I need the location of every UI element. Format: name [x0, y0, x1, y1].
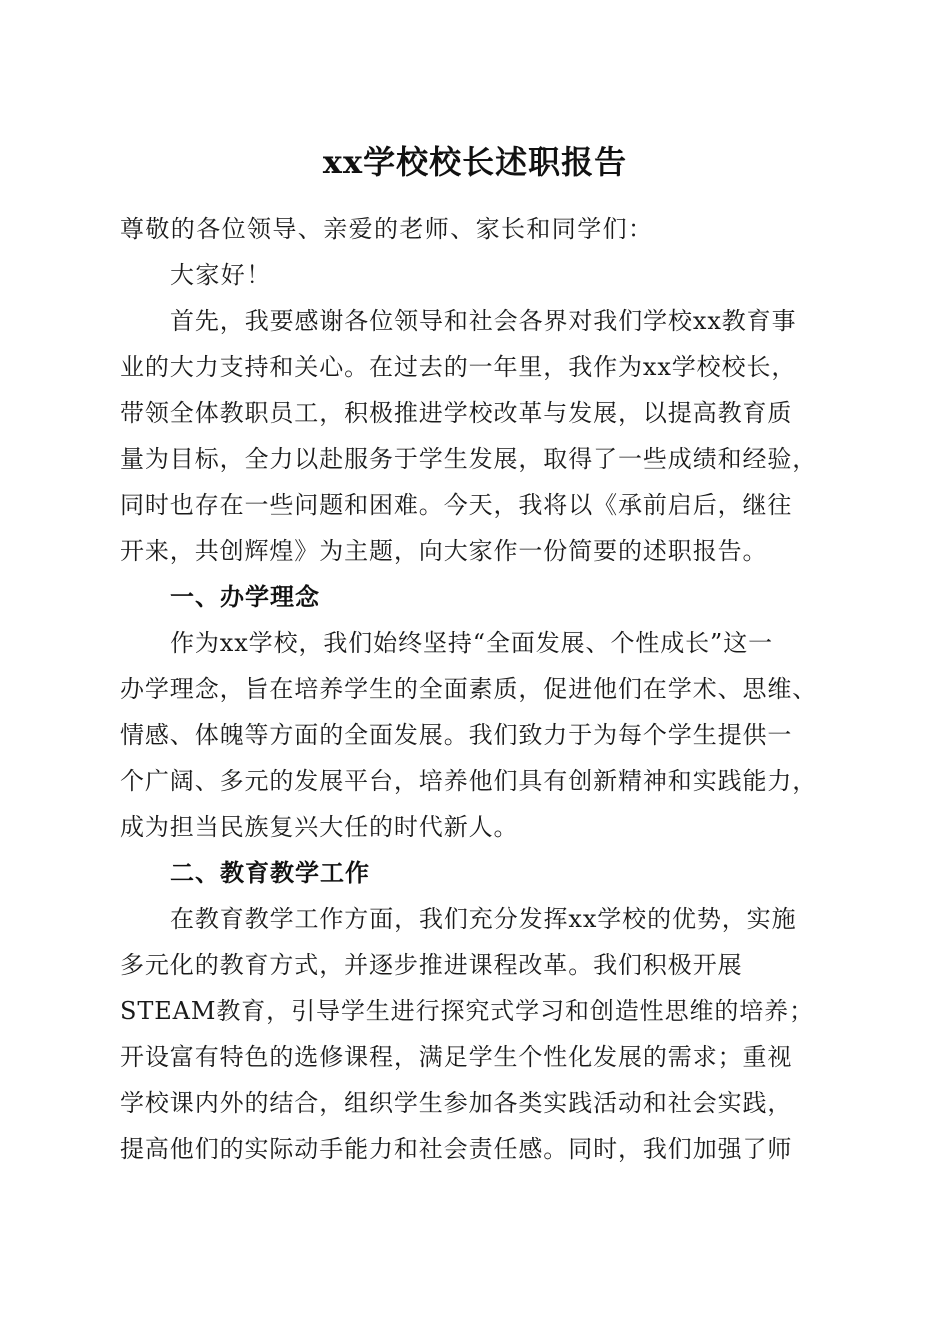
section-heading: 一、办学理念 — [170, 583, 320, 611]
paragraph-line: 带领全体教职员工，积极推进学校改革与发展，以提高教育质 — [120, 399, 793, 427]
section-heading: 二、教育教学工作 — [170, 859, 370, 887]
paragraph-line: 量为目标，全力以赴服务于学生发展，取得了一些成绩和经验， — [120, 445, 818, 473]
paragraph-line: 同时也存在一些问题和困难。今天，我将以《承前启后，继往 — [120, 491, 793, 519]
document-body — [120, 206, 835, 1172]
paragraph-line: 办学理念，旨在培养学生的全面素质，促进他们在学术、思维、 — [120, 675, 818, 703]
paragraph-line: 个广阔、多元的发展平台，培养他们具有创新精神和实践能力， — [120, 767, 818, 795]
document-title: xx学校校长述职报告 — [322, 143, 628, 181]
paragraph-line: 首先，我要感谢各位领导和社会各界对我们学校xx教育事 — [170, 307, 797, 335]
paragraph-line: 开来，共创辉煌》为主题，向大家作一份简要的述职报告。 — [120, 537, 768, 565]
paragraph-line: 在教育教学工作方面，我们充分发挥xx学校的优势，实施 — [170, 905, 797, 933]
salutation-line: 尊敬的各位领导、亲爱的老师、家长和同学们： — [120, 215, 654, 243]
paragraph-line: 情感、体魄等方面的全面发展。我们致力于为每个学生提供一 — [120, 721, 793, 749]
greeting-line: 大家好！ — [170, 261, 272, 289]
paragraph-line: 提高他们的实际动手能力和社会责任感。同时，我们加强了师 — [120, 1135, 793, 1163]
paragraph-line: 开设富有特色的选修课程，满足学生个性化发展的需求；重视 — [120, 1043, 793, 1071]
paragraph-line: STEAM教育，引导学生进行探究式学习和创造性思维的培养； — [120, 997, 814, 1025]
paragraph-line: 业的大力支持和关心。在过去的一年里，我作为xx学校校长， — [120, 353, 797, 381]
paragraph-line: 多元化的教育方式，并逐步推进课程改革。我们积极开展 — [120, 951, 743, 979]
paragraph-line: 学校课内外的结合，组织学生参加各类实践活动和社会实践， — [120, 1089, 793, 1117]
paragraph-line: 作为xx学校，我们始终坚持“全面发展、个性成长”这一 — [170, 629, 774, 657]
paragraph-line: 成为担当民族复兴大任的时代新人。 — [120, 813, 519, 841]
